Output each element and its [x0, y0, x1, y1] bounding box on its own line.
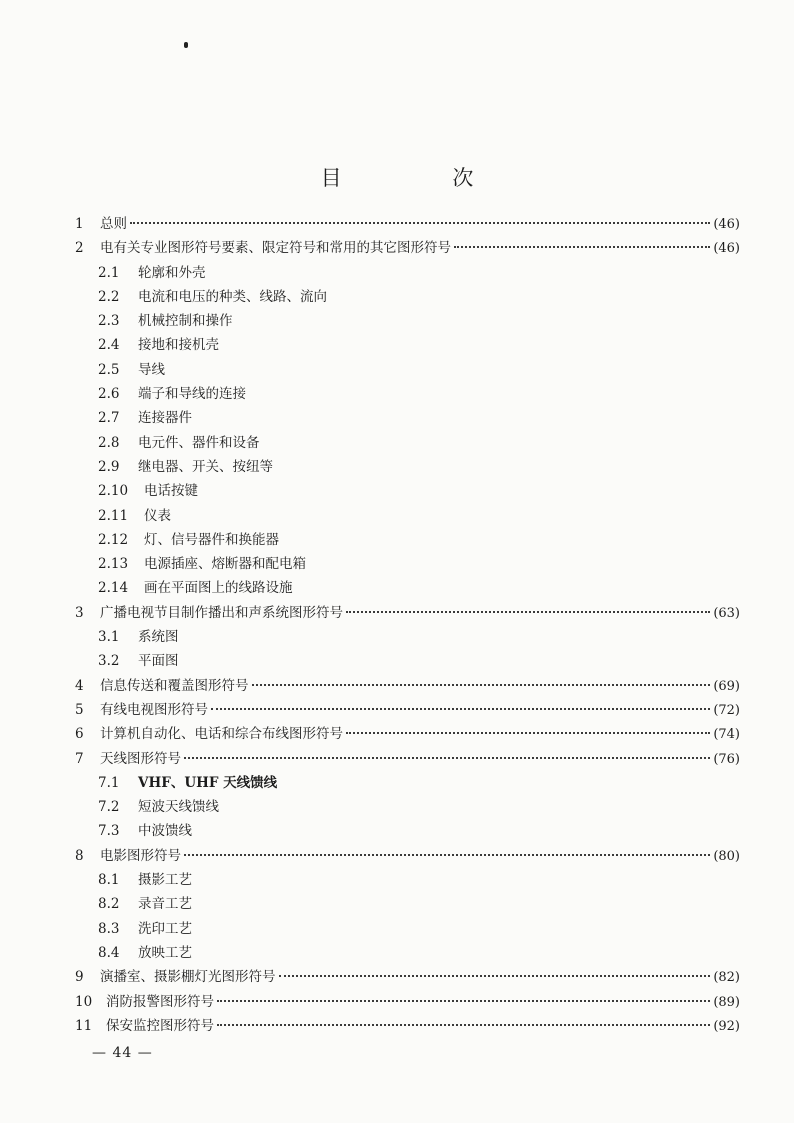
toc-entry-number: 2.4 — [98, 337, 120, 354]
toc-entry-title: 洗印工艺 — [138, 920, 192, 937]
toc-section-entry — [75, 625, 740, 649]
toc-entry-number: 11 — [75, 1017, 93, 1034]
toc-entry-number: 2.9 — [98, 458, 120, 475]
toc-chapter-entry — [75, 990, 740, 1014]
toc-chapter-entry — [75, 722, 740, 746]
toc-entry-number: 4 — [75, 677, 84, 694]
toc-section-entry — [75, 431, 740, 455]
toc-entry-number: 3 — [75, 604, 84, 621]
toc-page-number: (89) — [713, 994, 740, 1010]
toc-entry-number: 1 — [75, 216, 84, 232]
toc-dot-leader — [454, 246, 710, 248]
toc-section-entry — [75, 552, 740, 576]
toc-dot-leader — [346, 732, 710, 734]
toc-page-number: (72) — [713, 702, 740, 718]
toc-entry-number: 2.13 — [98, 556, 129, 573]
toc-entry-title: 演播室、摄影棚灯光图形符号 — [100, 969, 276, 986]
toc-chapter-entry — [75, 1014, 740, 1038]
toc-entry-title: 电源插座、熔断器和配电箱 — [144, 556, 306, 573]
toc-entry-title: 录音工艺 — [138, 896, 192, 913]
toc-section-entry — [75, 868, 740, 892]
toc-entry-number: 2.8 — [98, 434, 120, 451]
toc-entry-number: 8 — [75, 847, 84, 864]
toc-entry-title: 电元件、器件和设备 — [138, 434, 260, 451]
toc-chapter-entry — [75, 674, 740, 698]
toc-entry-title: 总则 — [100, 216, 127, 232]
toc-section-entry — [75, 795, 740, 819]
toc-entry-title: 系统图 — [138, 629, 179, 646]
toc-section-entry — [75, 941, 740, 965]
toc-entry-title: 仪表 — [144, 507, 171, 524]
toc-entry-title: 电影图形符号 — [100, 847, 181, 864]
toc-chapter-entry — [75, 844, 740, 868]
toc-chapter-entry — [75, 236, 740, 260]
toc-entry-title: 电话按键 — [144, 483, 198, 500]
toc-entry-number: 7.3 — [98, 823, 120, 840]
toc-entry-title: 消防报警图形符号 — [106, 993, 214, 1010]
toc-entry-title: 轮廓和外壳 — [138, 264, 206, 281]
toc-entry-number: 7.1 — [98, 774, 120, 791]
toc-entry-number: 3.2 — [98, 653, 120, 670]
toc-entry-title: 电流和电压的种类、线路、流向 — [138, 288, 327, 305]
toc-entry-number: 3.1 — [98, 629, 120, 646]
toc-entry-title: 连接器件 — [138, 410, 192, 427]
toc-dot-leader — [211, 708, 710, 710]
toc-section-entry — [75, 649, 740, 673]
toc-page-number: (46) — [713, 241, 740, 257]
toc-entry-number: 2.14 — [98, 580, 129, 597]
toc-section-entry — [75, 479, 740, 503]
toc-entry-number: 7.2 — [98, 799, 120, 816]
toc-entry-title: 放映工艺 — [138, 944, 192, 961]
toc-entry-title: 中波馈线 — [138, 823, 192, 840]
toc-page-number: (63) — [713, 605, 740, 621]
toc-entry-title: 计算机自动化、电话和综合布线图形符号 — [100, 726, 343, 743]
toc-entry-title: 接地和接机壳 — [138, 337, 219, 354]
toc-entry-title: 电有关专业图形符号要素、限定符号和常用的其它图形符号 — [100, 240, 451, 257]
toc-entry-number: 9 — [75, 969, 84, 986]
toc-entry-number: 2.11 — [98, 507, 129, 524]
toc-section-entry — [75, 771, 740, 795]
toc-dot-leader — [252, 684, 711, 686]
scan-speck — [184, 42, 188, 48]
toc-entry-title: 天线图形符号 — [100, 750, 181, 767]
toc-entry-title: 摄影工艺 — [138, 872, 192, 889]
toc-page-number: (74) — [713, 727, 740, 743]
toc-entry-number: 2.3 — [98, 313, 120, 330]
page-title: 目 次 — [320, 166, 526, 190]
toc-section-entry — [75, 309, 740, 333]
toc-entry-title: 端子和导线的连接 — [138, 386, 246, 403]
toc-entry-number: 2.12 — [98, 531, 129, 548]
toc-entry-number: 2.6 — [98, 386, 120, 403]
toc-entry-number: 2.1 — [98, 264, 120, 281]
toc-entry-title: 短波天线馈线 — [138, 799, 219, 816]
toc-section-entry — [75, 333, 740, 357]
toc-chapter-entry — [75, 601, 740, 625]
toc-section-entry — [75, 382, 740, 406]
toc-entry-number: 2.7 — [98, 410, 120, 427]
toc-section-entry — [75, 358, 740, 382]
toc-entry-title: 信息传送和覆盖图形符号 — [100, 677, 249, 694]
toc-page-number: (82) — [713, 970, 740, 986]
toc-entry-title: 画在平面图上的线路设施 — [144, 580, 293, 597]
toc-chapter-entry — [75, 698, 740, 722]
toc-section-entry — [75, 917, 740, 941]
toc-entry-title: 导线 — [138, 361, 165, 378]
toc-entry-title: 有线电视图形符号 — [100, 701, 208, 718]
toc-entry-title: 继电器、开关、按纽等 — [138, 458, 273, 475]
toc-entry-title: 机械控制和操作 — [138, 313, 233, 330]
toc-page-number: (69) — [713, 678, 740, 694]
toc-section-entry — [75, 285, 740, 309]
toc-dot-leader — [130, 222, 710, 224]
toc-entry-number: 2.5 — [98, 361, 120, 378]
toc-entry-number: 6 — [75, 726, 84, 743]
toc-entry-title: 广播电视节目制作播出和声系统图形符号 — [100, 604, 343, 621]
toc-entry-number: 7 — [75, 750, 84, 767]
toc-section-entry — [75, 504, 740, 528]
toc-entry-number: 8.4 — [98, 944, 120, 961]
toc-section-entry — [75, 406, 740, 430]
toc-entry-title: VHF、UHF 天线馈线 — [138, 774, 278, 791]
toc-section-entry — [75, 819, 740, 843]
toc-entry-number: 2.10 — [98, 483, 129, 500]
toc-entry-number: 8.3 — [98, 920, 120, 937]
toc-entry-number: 8.2 — [98, 896, 120, 913]
toc-entry-title: 平面图 — [138, 653, 179, 670]
toc-entry-number: 5 — [75, 701, 84, 718]
toc-page-number: (76) — [713, 751, 740, 767]
toc-dot-leader — [217, 1000, 710, 1002]
toc-dot-leader — [184, 854, 710, 856]
toc-section-entry — [75, 576, 740, 600]
toc-section-entry — [75, 455, 740, 479]
toc-chapter-entry — [75, 212, 740, 236]
toc-page-number: (80) — [713, 848, 740, 864]
toc-entry-title: 保安监控图形符号 — [106, 1017, 214, 1034]
toc-entry-number: 8.1 — [98, 872, 120, 889]
table-of-contents — [75, 212, 740, 1038]
toc-dot-leader — [217, 1024, 710, 1026]
toc-page-number: (92) — [713, 1018, 740, 1034]
toc-entry-number: 10 — [75, 993, 93, 1010]
toc-page-number: (46) — [713, 217, 740, 232]
toc-chapter-entry — [75, 965, 740, 989]
toc-dot-leader — [279, 975, 711, 977]
toc-section-entry — [75, 892, 740, 916]
toc-dot-leader — [184, 757, 710, 759]
toc-section-entry — [75, 528, 740, 552]
toc-chapter-entry — [75, 747, 740, 771]
toc-entry-title: 灯、信号器件和换能器 — [144, 531, 279, 548]
toc-section-entry — [75, 261, 740, 285]
toc-entry-number: 2 — [75, 240, 84, 257]
toc-dot-leader — [346, 611, 710, 613]
toc-entry-number: 2.2 — [98, 288, 120, 305]
page-number: — 44 — — [92, 1045, 153, 1061]
